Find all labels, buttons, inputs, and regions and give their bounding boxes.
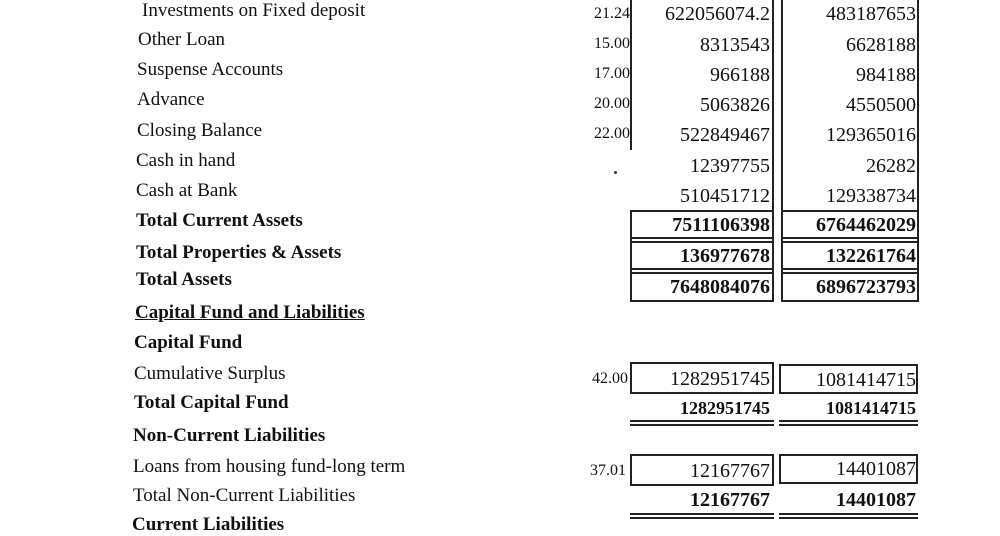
col2-right-border xyxy=(917,0,919,302)
value-cash-at-bank-prior: 129338734 xyxy=(826,185,916,207)
heading-current-liabilities: Current Liabilities xyxy=(132,514,285,535)
double-rule-4a-col1 xyxy=(630,513,774,515)
double-rule-2a-col1 xyxy=(630,268,774,270)
heading-non-current-liabilities: Non-Current Liabilities xyxy=(133,425,326,446)
double-rule-1b-col2 xyxy=(781,241,919,243)
value-cash-in-hand-current: 12397755 xyxy=(690,155,770,177)
double-rule-2a-col2 xyxy=(781,268,919,270)
col1-left-border-totals xyxy=(630,210,632,302)
value-closing-balance-current: 522849467 xyxy=(680,124,770,146)
double-rule-2b-col2 xyxy=(781,272,919,274)
label-cash-at-bank: Cash at Bank xyxy=(136,180,238,201)
value-total-current-assets-current: 7511106398 xyxy=(672,214,770,236)
value-other-loan-prior: 6628188 xyxy=(846,34,916,56)
value-suspense-prior: 984188 xyxy=(856,64,916,86)
note-cumulative-surplus: 42.00 xyxy=(592,370,628,387)
col1-left-border xyxy=(630,0,632,150)
value-cumulative-surplus-current: 1282951745 xyxy=(670,368,770,390)
double-rule-3a-col1 xyxy=(630,420,774,422)
label-total-non-current-liabilities: Total Non-Current Liabilities xyxy=(133,485,356,506)
rule-below-total-assets-col1 xyxy=(630,300,774,302)
value-total-non-current-current: 12167767 xyxy=(690,489,770,511)
double-rule-4b-col2 xyxy=(779,517,918,519)
double-rule-1a-col1 xyxy=(630,237,774,239)
label-closing-balance: Closing Balance xyxy=(137,120,263,141)
value-loans-prior: 14401087 xyxy=(836,458,916,480)
col1-right-border xyxy=(772,0,774,302)
double-rule-3b-col2 xyxy=(779,424,918,426)
value-investments-current: 622056074.2 xyxy=(665,3,770,25)
value-total-capital-fund-current: 1282951745 xyxy=(680,398,770,418)
label-other-loan: Other Loan xyxy=(138,29,226,50)
speck-mark xyxy=(614,171,617,174)
heading-capital-fund: Capital Fund xyxy=(134,332,243,353)
note-other-loan: 15.00 xyxy=(594,35,630,52)
value-total-capital-fund-prior: 1081414715 xyxy=(826,398,916,418)
value-total-assets-prior: 6896723793 xyxy=(816,276,916,298)
value-other-loan-current: 8313543 xyxy=(700,34,770,56)
label-cumulative-surplus: Cumulative Surplus xyxy=(134,363,286,384)
label-cash-in-hand: Cash in hand xyxy=(136,150,236,171)
double-rule-4b-col1 xyxy=(630,517,774,519)
value-loans-current: 12167767 xyxy=(690,460,770,482)
note-suspense: 17.00 xyxy=(594,65,630,82)
double-rule-2b-col1 xyxy=(630,272,774,274)
label-suspense-accounts: Suspense Accounts xyxy=(137,59,284,80)
label-total-properties-assets: Total Properties & Assets xyxy=(136,242,342,263)
value-suspense-current: 966188 xyxy=(710,64,770,86)
value-total-properties-prior: 132261764 xyxy=(826,245,916,267)
double-rule-3a-col2 xyxy=(779,420,918,422)
note-advance: 20.00 xyxy=(594,95,630,112)
label-loans-housing-fund: Loans from housing fund-long term xyxy=(133,456,406,477)
rule-above-total-current-col2 xyxy=(781,210,919,212)
value-closing-balance-prior: 129365016 xyxy=(826,124,916,146)
value-total-assets-current: 7648084076 xyxy=(670,276,770,298)
value-advance-prior: 4550500 xyxy=(846,94,916,116)
double-rule-1b-col1 xyxy=(630,241,774,243)
double-rule-4a-col2 xyxy=(779,513,918,515)
value-total-properties-current: 136977678 xyxy=(680,245,770,267)
double-rule-3b-col1 xyxy=(630,424,774,426)
note-closing-balance: 22.00 xyxy=(594,125,630,142)
note-investments: 21.24 xyxy=(594,5,630,22)
label-total-capital-fund: Total Capital Fund xyxy=(134,392,289,413)
rule-below-total-assets-col2 xyxy=(781,300,919,302)
value-cumulative-surplus-prior: 1081414715 xyxy=(816,369,916,391)
label-total-current-assets: Total Current Assets xyxy=(136,210,303,231)
note-loans-housing: 37.01 xyxy=(590,462,626,479)
value-total-current-assets-prior: 6764462029 xyxy=(816,214,916,236)
double-rule-1a-col2 xyxy=(781,237,919,239)
value-advance-current: 5063826 xyxy=(700,94,770,116)
value-total-non-current-prior: 14401087 xyxy=(836,489,916,511)
value-cash-at-bank-current: 510451712 xyxy=(680,185,770,207)
heading-capital-fund-liabilities: Capital Fund and Liabilities xyxy=(135,302,365,323)
value-cash-in-hand-prior: 26282 xyxy=(866,155,916,177)
label-advance: Advance xyxy=(137,89,205,110)
value-investments-prior: 483187653 xyxy=(826,3,916,25)
label-investments-fixed-deposit: Investments on Fixed deposit xyxy=(142,0,366,21)
rule-above-total-current-col1 xyxy=(630,210,774,212)
label-total-assets: Total Assets xyxy=(136,269,232,290)
